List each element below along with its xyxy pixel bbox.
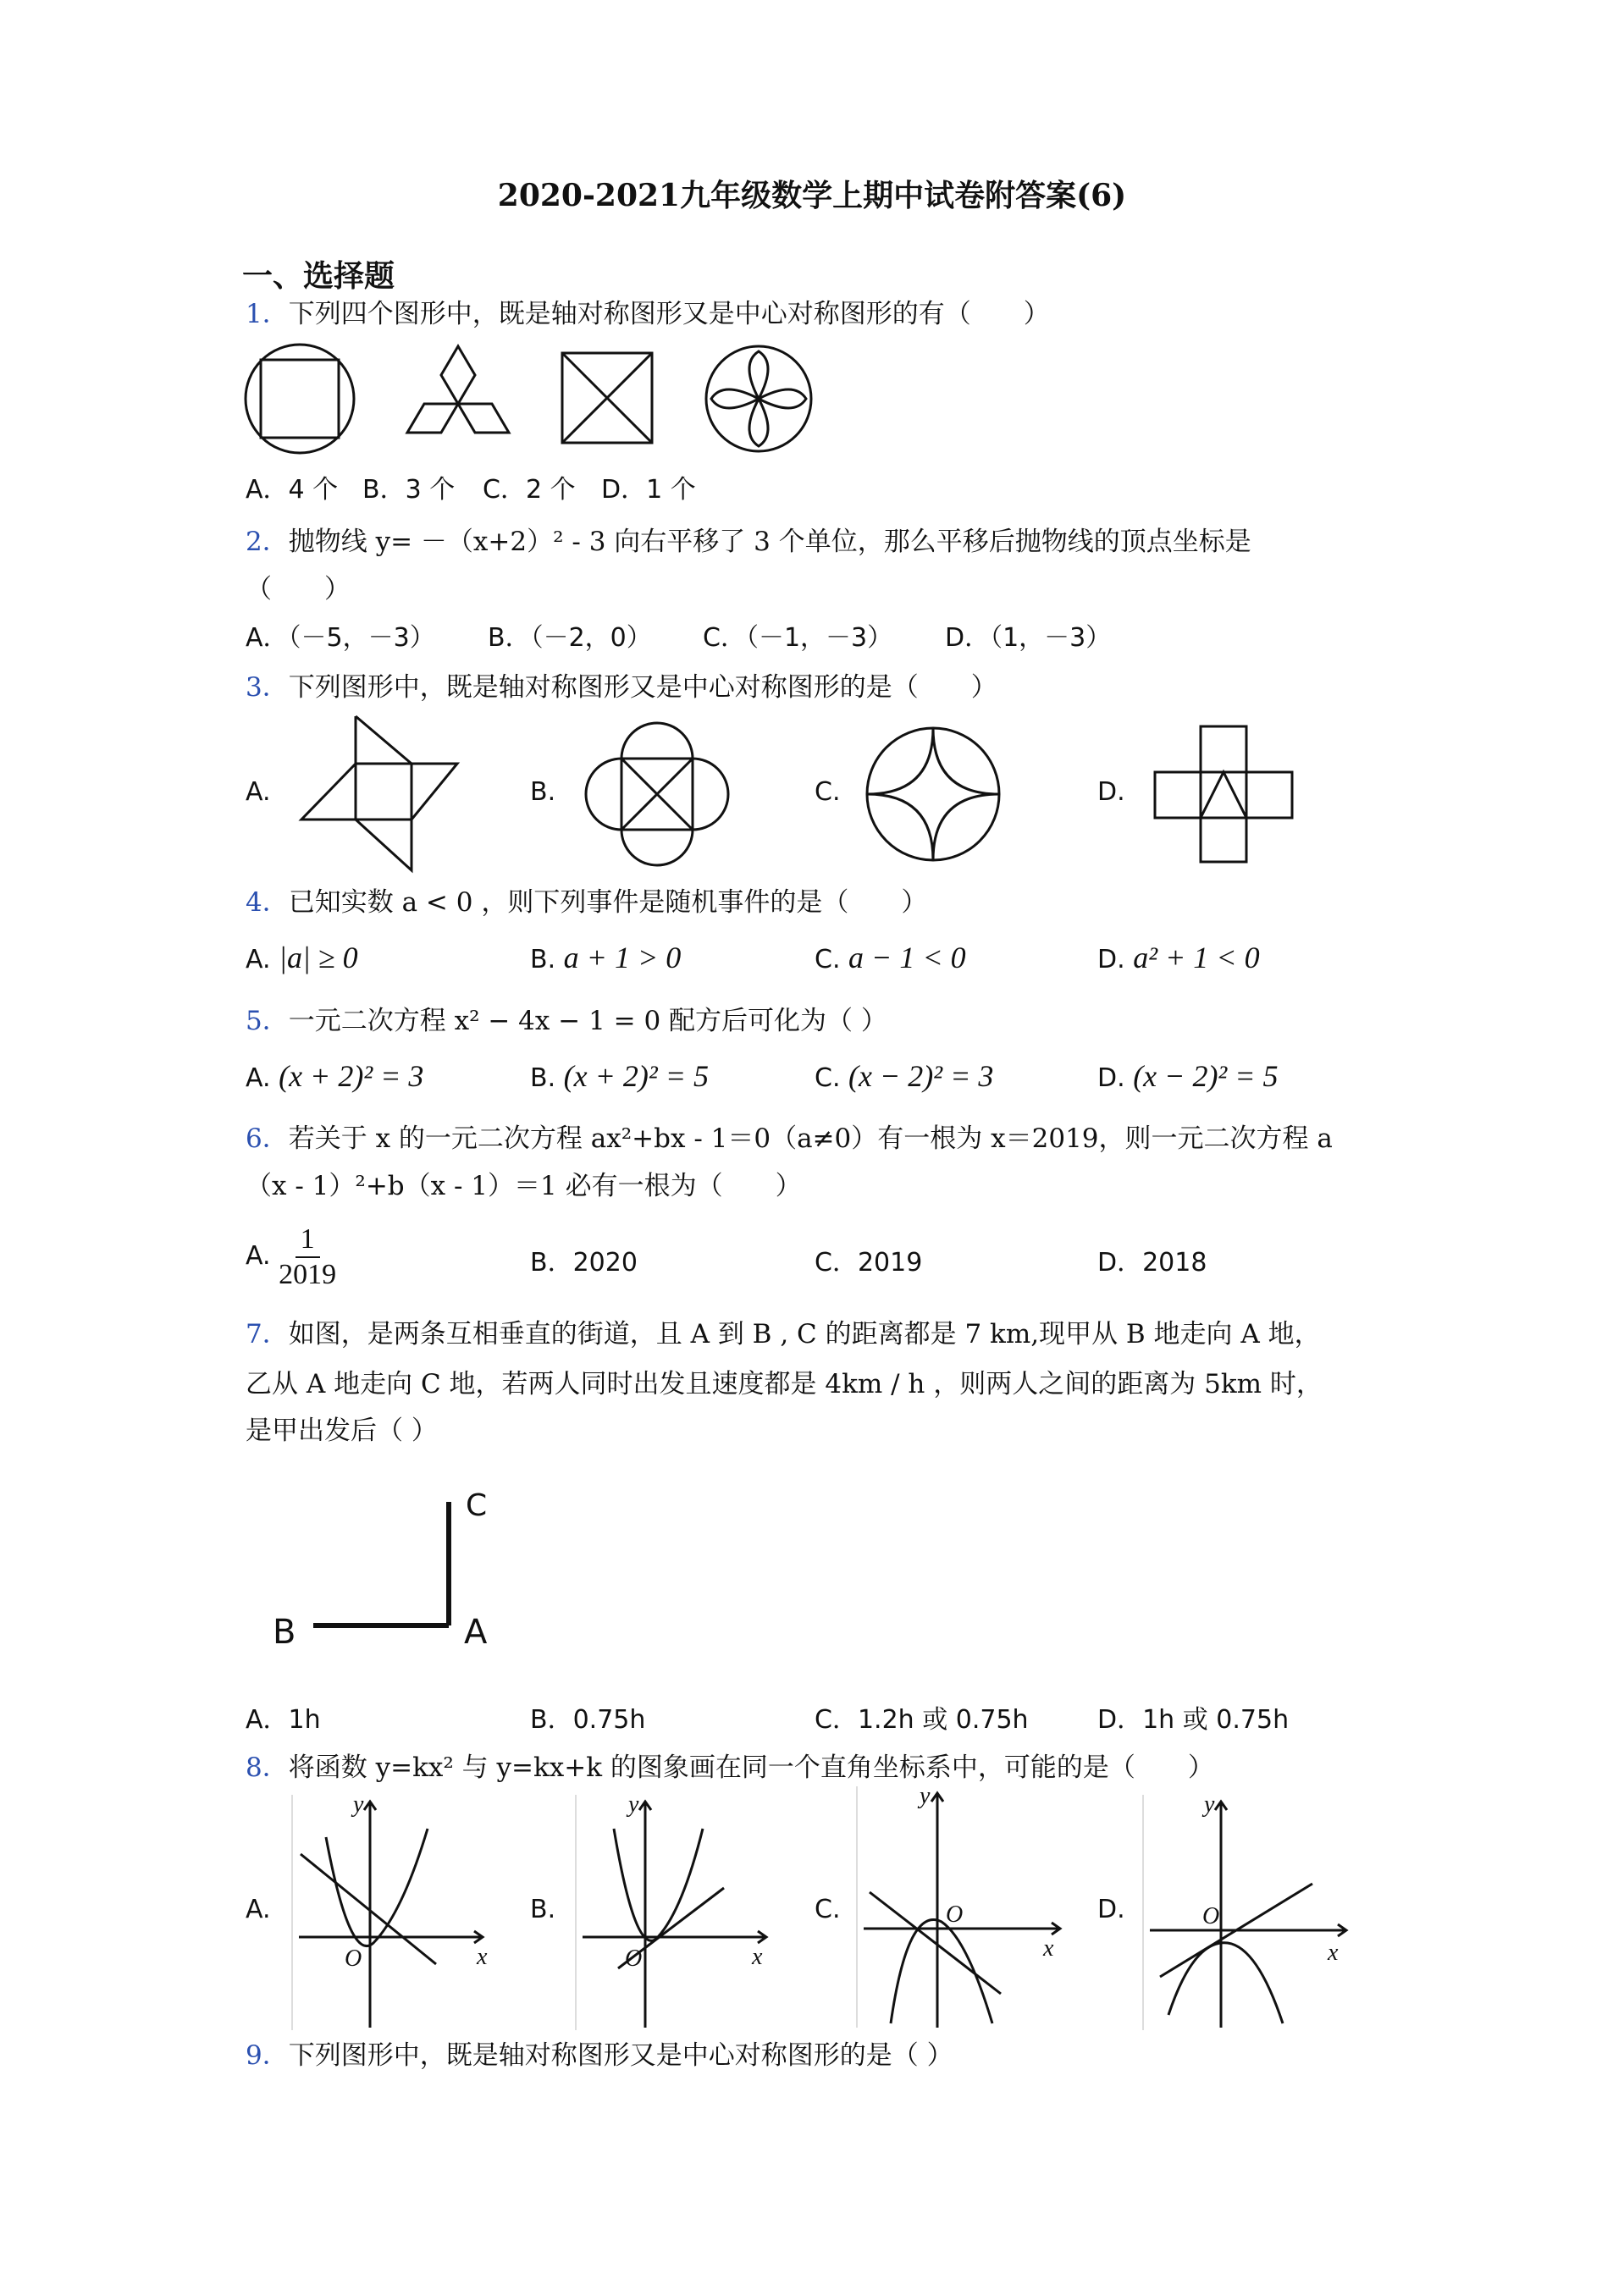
option-d[interactable]: D．1h 或 0.75h — [1097, 1705, 1290, 1735]
question-2-line2: （ ） — [246, 574, 351, 604]
question-6-line2: （x - 1）²+b（x - 1）＝1 必有一根为（ ） — [246, 1171, 802, 1201]
question-text: 一元二次方程 x² − 4x − 1 = 0 配方后可化为（ ） — [288, 1006, 887, 1036]
option-c[interactable]: C．2 个 — [483, 475, 576, 505]
question-4 — [246, 879, 927, 926]
option-c[interactable]: C. (x − 2)² = 3 — [815, 1059, 994, 1093]
question-number: 5． — [246, 1006, 289, 1036]
question-number: 9． — [246, 2040, 289, 2071]
q1-figure-square-diagonals — [562, 353, 652, 443]
option-b[interactable]: B．3 个 — [362, 475, 456, 505]
y-axis-label: y — [628, 1791, 639, 1818]
label-c: C — [466, 1488, 488, 1523]
y-axis-label: y — [353, 1791, 364, 1818]
option-c[interactable]: C．（－1，－3） — [703, 623, 893, 653]
option-c[interactable]: C. — [815, 1895, 841, 1924]
x-axis-label: x — [752, 1944, 763, 1970]
option-c[interactable]: C．2019 — [815, 1248, 923, 1278]
origin-label: O — [1202, 1903, 1220, 1929]
option-b-expr: (x + 2)² = 5 — [563, 1059, 710, 1093]
question-9 — [246, 2032, 953, 2079]
q8-graph-b — [576, 1791, 779, 2032]
option-a[interactable]: A. $\frac{1}{2019}$ — [246, 1223, 337, 1290]
q7-street-figure — [305, 1498, 491, 1651]
question-text: 如图，是两条互相垂直的街道，且 A 到 B , C 的距离都是 7 km,现甲从 B 地走向 A 地， — [288, 1319, 1321, 1349]
question-text: 已知实数 a < 0 ，则下列事件是随机事件的是（ ） — [288, 887, 928, 918]
y-axis-label: y — [1204, 1791, 1215, 1818]
option-c-expr: (x − 2)² = 3 — [848, 1059, 994, 1093]
question-1 — [246, 290, 1050, 338]
question-6 — [246, 1115, 1333, 1162]
question-number: 4． — [246, 887, 289, 918]
question-2 — [246, 518, 1251, 566]
question-text: 将函数 y=kx² 与 y=kx+k 的图象画在同一个直角坐标系中，可能的是（ ） — [288, 1752, 1214, 1783]
q1-figures — [242, 343, 835, 461]
question-number: 6． — [246, 1123, 289, 1154]
question-number: 3． — [246, 672, 289, 703]
option-d[interactable]: D. a² + 1 < 0 — [1097, 941, 1260, 974]
option-a[interactable]: A．1h — [246, 1705, 321, 1735]
question-number: 7． — [246, 1319, 289, 1349]
section-heading: 一、选择题 — [242, 258, 395, 294]
option-c[interactable]: C. a − 1 < 0 — [815, 941, 966, 974]
origin-label: O — [625, 1946, 643, 1972]
option-c[interactable]: C．1.2h 或 0.75h — [815, 1705, 1029, 1735]
q8-graph-c — [857, 1783, 1069, 2032]
option-b[interactable]: B. (x + 2)² = 5 — [530, 1059, 710, 1093]
option-b[interactable]: B. — [530, 777, 556, 807]
page-title: 2020-2021九年级数学上期中试卷附答案(6) — [497, 178, 1127, 213]
q8-graph-a — [292, 1791, 495, 2032]
x-axis-label: x — [477, 1944, 488, 1970]
q8-graph-d — [1143, 1791, 1355, 2032]
x-axis-label: x — [1328, 1940, 1339, 1966]
option-a[interactable]: A. — [246, 777, 271, 807]
question-8 — [246, 1744, 1214, 1791]
option-a-expr: (x + 2)² = 3 — [279, 1059, 424, 1093]
q3-figure-b — [581, 721, 733, 865]
q3-figure-c — [864, 725, 1008, 869]
question-text: 若关于 x 的一元二次方程 ax²+bx - 1＝0（a≠0）有一根为 x＝2019，则一元二次方程 a — [288, 1123, 1333, 1154]
question-7 — [246, 1311, 1321, 1358]
question-text: 下列图形中，既是轴对称图形又是中心对称图形的是（ ） — [288, 2040, 953, 2071]
option-c[interactable]: C. — [815, 777, 841, 807]
option-a[interactable]: A．4 个 — [246, 475, 339, 505]
question-text: 抛物线 y= －（x+2）² - 3 向右平移了 3 个单位，那么平移后抛物线的顶点坐标是 — [288, 527, 1251, 557]
fraction-denominator: 2019 — [279, 1259, 337, 1290]
q1-figure-four-petals — [706, 346, 811, 451]
q1-figure-circle-square — [246, 345, 354, 453]
option-a[interactable]: A. (x + 2)² = 3 — [246, 1059, 424, 1093]
option-a[interactable]: A．（－5，－3） — [246, 623, 435, 653]
fraction-numerator: 1 — [296, 1223, 320, 1258]
option-b[interactable]: B. — [530, 1895, 556, 1924]
question-text: 下列图形中，既是轴对称图形又是中心对称图形的是（ ） — [288, 672, 997, 703]
option-b[interactable]: B．2020 — [530, 1248, 638, 1278]
y-axis-label: y — [920, 1783, 931, 1809]
x-axis-label: x — [1043, 1935, 1054, 1962]
option-d[interactable]: D．1 个 — [601, 475, 696, 505]
q3-figure-d — [1152, 725, 1295, 869]
label-b: B — [273, 1613, 296, 1652]
question-3 — [246, 664, 997, 711]
option-a[interactable]: A. — [246, 1895, 271, 1924]
option-d-expr: a² + 1 < 0 — [1133, 941, 1260, 974]
option-d-expr: (x − 2)² = 5 — [1133, 1059, 1279, 1093]
question-number: 2． — [246, 527, 289, 557]
question-7-line2: 乙从 A 地走向 C 地，若两人同时出发且速度都是 4km / h ，则两人之间的距离为 5km 时， — [246, 1369, 1323, 1399]
option-b[interactable]: B．（－2，0） — [488, 623, 652, 653]
origin-label: O — [946, 1901, 964, 1928]
q3-figure-a — [296, 713, 466, 874]
question-text: 下列四个图形中，既是轴对称图形又是中心对称图形的有（ ） — [288, 299, 1050, 329]
option-a-fraction — [279, 1223, 336, 1292]
option-d[interactable]: D．（1，－3） — [945, 623, 1112, 653]
option-d[interactable]: D. — [1097, 777, 1125, 807]
question-number: 8． — [246, 1752, 289, 1783]
option-b[interactable]: B．0.75h — [530, 1705, 646, 1735]
q1-figure-three-rhombi — [407, 346, 509, 433]
option-a[interactable]: A. |a| ≥ 0 — [246, 941, 358, 974]
question-5 — [246, 997, 887, 1045]
option-c-expr: a − 1 < 0 — [848, 941, 966, 974]
option-d[interactable]: D. (x − 2)² = 5 — [1097, 1059, 1279, 1093]
option-a-expr: |a| ≥ 0 — [279, 941, 358, 974]
option-d[interactable]: D．2018 — [1097, 1248, 1207, 1278]
option-d[interactable]: D. — [1097, 1895, 1125, 1924]
option-b[interactable]: B. a + 1 > 0 — [530, 941, 682, 974]
label-a: A — [464, 1613, 488, 1652]
question-7-line3: 是甲出发后（ ） — [246, 1416, 438, 1446]
origin-label: O — [345, 1946, 362, 1972]
option-b-expr: a + 1 > 0 — [563, 941, 682, 974]
question-number: 1． — [246, 299, 289, 329]
